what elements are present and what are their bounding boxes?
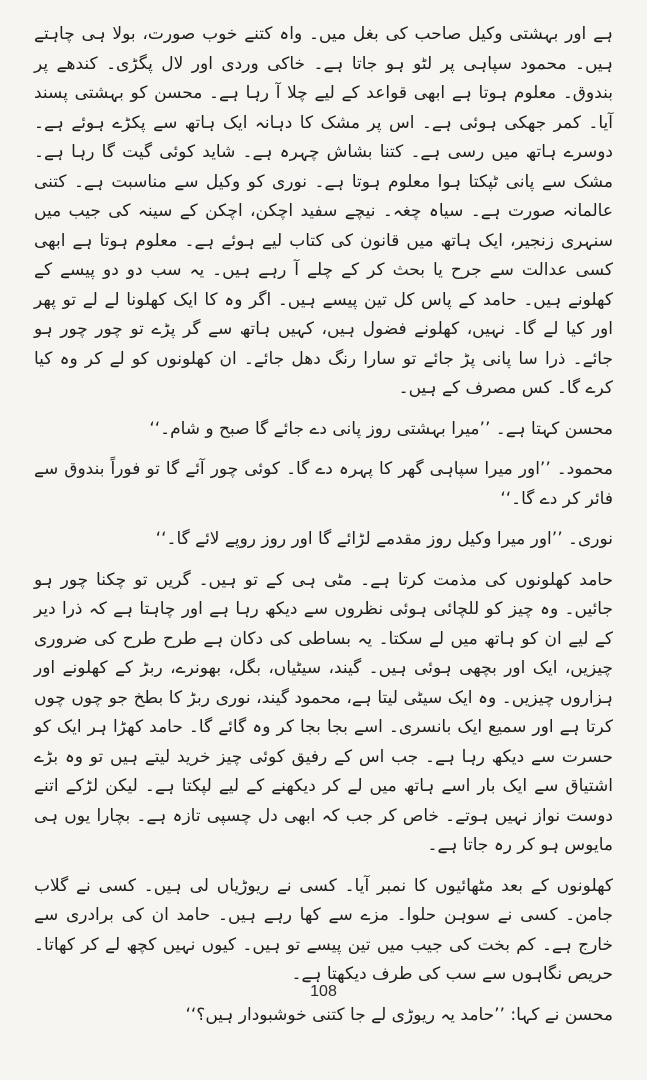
paragraph-1: ہے اور بہشتی وکیل صاحب کی بغل میں۔ واہ کتنے خوب صورت، بولا ہی چاہتے ہیں۔ محمود سپاہی پر لٹو ہو جاتا ہے۔ خاکی وردی اور لال پگڑی۔ کندھے پر بندوق۔ معلوم ہوتا ہے ابھی قواعد کے لیے چلا آ رہا ہے۔ محسن کو بہشتی پسند آیا۔ کمر جھکی ہوئی ہے۔ اس پر مشک کا دہانہ ایک ہاتھ سے پکڑے ہوئے ہے۔ دوسرے ہاتھ میں رسی ہے۔ کتنا بشاش چہرہ ہے۔ شاید کوئی گیت گا رہا ہے۔ مشک سے پانی ٹپکتا ہوا معلوم ہوتا ہے۔ نوری کو وکیل سے مناسبت ہے۔ کتنی عالمانہ صورت ہے۔ سیاہ چغہ۔ نیچے سفید اچکن، اچکن کے سینہ کی جیب میں سنہری زنجیر، ایک ہاتھ میں قانون کی کتاب لیے ہوئے ہے۔ معلوم ہوتا ہے ابھی کسی عدالت سے جرح یا بحث کر کے چلے آ رہے ہیں۔ یہ سب دو دو پیسے کے کھلونے ہیں۔ حامد کے پاس کل تین پیسے ہیں۔ اگر وہ کا ایک کھلونا لے لے تو پھر اور کیا لے گا۔ نہیں، کھلونے فضول ہیں، کہیں ہاتھ سے گر پڑے تو چور چور ہو جائے۔ ذرا سا پانی پڑ جائے تو سارا رنگ دھل جائے۔ ان کھلونوں کو لے کر وہ کیا کرے گا۔ کس مصرف کے ہیں۔ — [34, 24, 613, 398]
paragraph-3: محمود۔ ’’اور میرا سپاہی گھر کا پہرہ دے گا۔ کوئی چور آئے گا تو فوراً بندوق سے فائر کر دے گا۔‘‘ — [34, 459, 613, 509]
paragraph-2: محسن کہتا ہے۔ ’’میرا بہشتی روز پانی دے جائے گا صبح و شام۔‘‘ — [149, 418, 613, 439]
paragraph-6: کھلونوں کے بعد مٹھائیوں کا نمبر آیا۔ کسی نے ریوڑیاں لی ہیں۔ کسی نے گلاب جامن۔ کسی نے سوہن حلوا۔ مزے سے کھا رہے ہیں۔ حامد ان کی برادری سے خارج ہے۔ کم بخت کی جیب میں تین پیسے تو ہیں۔ کیوں نہیں کچھ لے کر کھاتا۔ حریص نگاہوں سے سب کی طرف دیکھتا ہے۔ — [34, 875, 613, 984]
page-body-text — [34, 20, 613, 1030]
page-number: 108 — [310, 983, 337, 1000]
paragraph-7: محسن نے کہا: ’’حامد یہ ریوڑی لے جا کتنی خوشبودار ہیں؟‘‘ — [185, 1004, 613, 1025]
paragraph-4: نوری۔ ’’اور میرا وکیل روز مقدمے لڑائے گا اور روز روپے لائے گا۔‘‘ — [155, 529, 613, 549]
paragraph-5: حامد کھلونوں کی مذمت کرتا ہے۔ مٹی ہی کے تو ہیں۔ گریں تو چکنا چور ہو جائیں۔ وہ چیز کو للچائی ہوئی نظروں سے دیکھ رہا ہے اور چاہتا ہے کہ ذرا دیر کے لیے ان کو ہاتھ میں لے سکتا۔ یہ بساطی کی دکان ہے طرح طرح کی ضروری چیزیں، ایک اور بچھی ہوئی ہیں۔ گیند، سیٹیاں، بگل، بھونرے، ربڑ کے کھلونے اور ہزاروں چیزیں۔ وہ ایک سیٹی لیتا ہے، محمود گیند، نوری ربڑ کا بطخ جو چوں چوں کرتا ہے اور سمیع ایک بانسری۔ اسے بجا بجا کر وہ گائے گا۔ حامد کھڑا ہر ایک کو حسرت سے دیکھ رہا ہے۔ جب اس کے رفیق کوئی چیز خرید لیتے ہیں تو وہ بڑے اشتیاق سے ایک بار اسے ہاتھ میں لے کر دیکھنے کے لیے لپکتا ہے۔ لیکن لڑکے اتنے دوست نواز نہیں ہوتے۔ خاص کر جب کہ ابھی دل چسپی تازہ ہے۔ بچارا یوں ہی مایوس ہو کر رہ جاتا ہے۔ — [34, 569, 613, 855]
